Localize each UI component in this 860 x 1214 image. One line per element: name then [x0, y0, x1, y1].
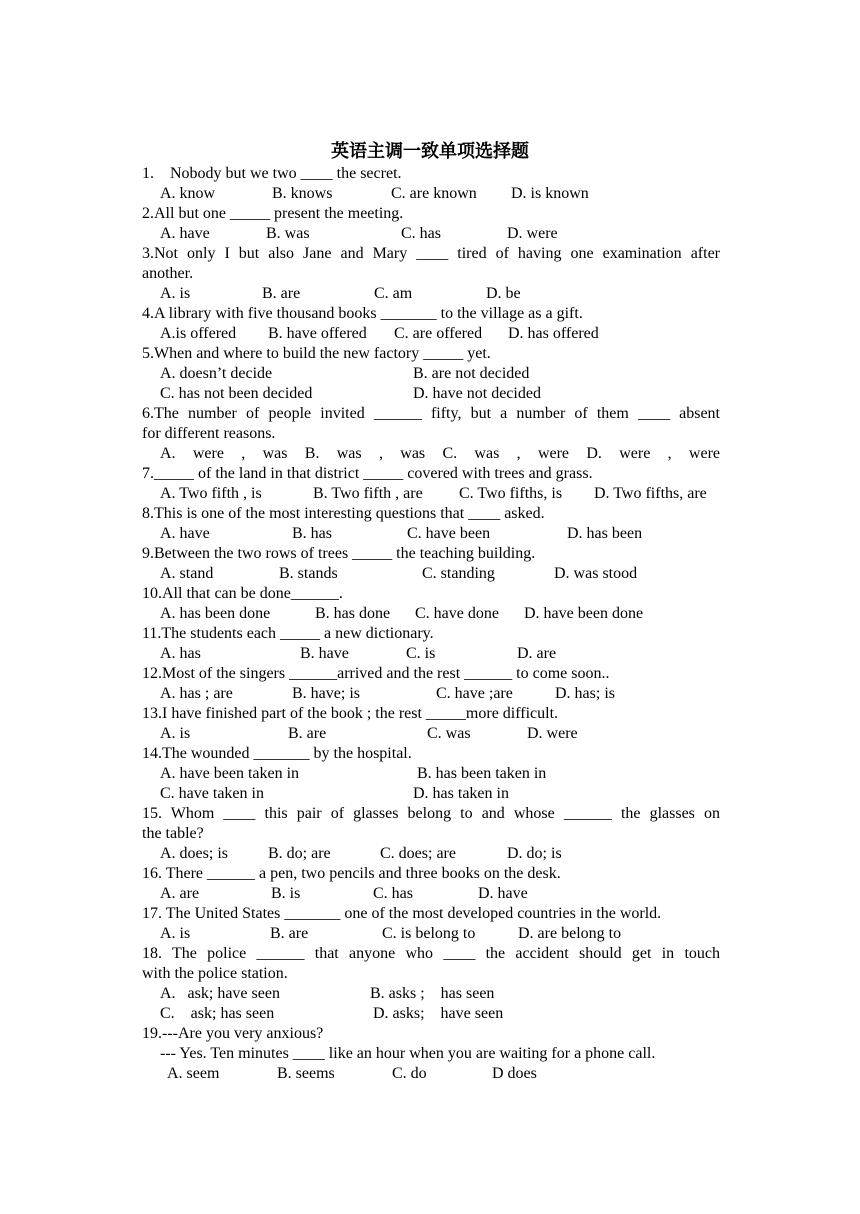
question-3-option-d: D. be [486, 285, 521, 302]
question-10-option-d: D. have been done [524, 605, 644, 622]
question-5-option-a: A. doesn’t decide [160, 365, 273, 382]
question-5-option-c: C. has not been decided [160, 385, 313, 402]
question-2-option-b: B. was [266, 225, 310, 242]
question-11-option-c: C. is [406, 645, 436, 662]
question-18-option-a: A. ask; have seen [160, 985, 280, 1002]
question-1-option-a: A. know [160, 185, 216, 202]
question-12-option-d: D. has; is [555, 685, 615, 702]
question-8-option-d: D. has been [567, 525, 643, 542]
question-4-stem: 4.A library with five thousand books _______ to the village as a gift. [142, 305, 583, 322]
question-8-option-a: A. have [160, 525, 210, 542]
question-2-option-d: D. were [507, 225, 558, 242]
question-13-option-b: B. are [288, 725, 327, 742]
question-19-stem-line1: 19.---Are you very anxious? [142, 1025, 324, 1042]
question-14-option-b: B. has been taken in [417, 765, 547, 782]
question-1-option-c: C. are known [391, 185, 477, 202]
question-19-option-c: C. do [392, 1065, 427, 1082]
question-17-stem: 17. The United States _______ one of the most developed countries in the world. [142, 905, 662, 922]
question-18-stem-line1: 18. The police ______ that anyone who ____ the accident should get in touch [142, 945, 720, 962]
question-4-option-d: D. has offered [508, 325, 599, 342]
question-1-option-d: D. is known [511, 185, 589, 202]
question-19-option-b: B. seems [277, 1065, 335, 1082]
question-2-option-c: C. has [401, 225, 441, 242]
question-8-stem: 8.This is one of the most interesting questions that ____ asked. [142, 505, 545, 522]
question-5-option-d: D. have not decided [413, 385, 541, 402]
question-8-option-c: C. have been [407, 525, 491, 542]
question-11-stem: 11.The students each _____ a new dictionary. [142, 625, 434, 642]
question-13-option-c: C. was [427, 725, 471, 742]
question-15-stem-line2: the table? [142, 825, 204, 842]
question-4-option-a: A.is offered [160, 325, 237, 342]
question-9-option-a: A. stand [160, 565, 214, 582]
question-10-stem: 10.All that can be done______. [142, 585, 343, 602]
question-13-stem: 13.I have finished part of the book ; the rest _____more difficult. [142, 705, 559, 722]
question-6-options: A. were , was B. was , was C. was , were D. were , were [160, 445, 720, 462]
question-17-option-c: C. is belong to [382, 925, 476, 942]
question-9-stem: 9.Between the two rows of trees _____ the teaching building. [142, 545, 536, 562]
question-3-stem-line1: 3.Not only I but also Jane and Mary ____ tired of having one examination after [142, 245, 720, 262]
question-19-option-a: A. seem [167, 1065, 220, 1082]
question-16-option-a: A. are [160, 885, 200, 902]
question-16-option-c: C. has [373, 885, 413, 902]
question-8-option-b: B. has [292, 525, 332, 542]
question-4-option-b: B. have offered [268, 325, 367, 342]
question-12-option-c: C. have ;are [436, 685, 513, 702]
question-17-option-b: B. are [270, 925, 309, 942]
question-18-option-d: D. asks; have seen [373, 1005, 504, 1022]
question-11-option-b: B. have [300, 645, 349, 662]
question-14-option-d: D. has taken in [413, 785, 509, 802]
question-3-option-c: C. am [374, 285, 413, 302]
question-5-option-b: B. are not decided [413, 365, 530, 382]
question-16-option-d: D. have [478, 885, 528, 902]
question-14-stem: 14.The wounded _______ by the hospital. [142, 745, 412, 762]
question-11-option-a: A. has [160, 645, 201, 662]
question-12-option-a: A. has ; are [160, 685, 233, 702]
question-7-option-d: D. Two fifths, are [594, 485, 707, 502]
question-14-option-c: C. have taken in [160, 785, 264, 802]
question-3-option-a: A. is [160, 285, 191, 302]
question-15-stem-line1: 15. Whom ____ this pair of glasses belong to and whose ______ the glasses on [142, 805, 720, 822]
question-17-option-d: D. are belong to [518, 925, 622, 942]
page-title: 英语主调一致单项选择题 [331, 141, 529, 162]
question-1-stem: 1. Nobody but we two ____ the secret. [142, 165, 402, 182]
question-9-option-b: B. stands [279, 565, 338, 582]
question-11-option-d: D. are [517, 645, 557, 662]
question-7-option-a: A. Two fifth , is [160, 485, 262, 502]
question-14-option-a: A. have been taken in [160, 765, 300, 782]
question-7-option-b: B. Two fifth , are [313, 485, 423, 502]
question-15-option-b: B. do; are [268, 845, 331, 862]
question-5-stem: 5.When and where to build the new factory _____ yet. [142, 345, 491, 362]
question-12-option-b: B. have; is [292, 685, 360, 702]
question-10-option-c: C. have done [415, 605, 499, 622]
question-1-option-b: B. knows [272, 185, 333, 202]
question-7-option-c: C. Two fifths, is [459, 485, 563, 502]
question-3-option-b: B. are [262, 285, 301, 302]
question-10-option-b: B. has done [315, 605, 391, 622]
question-15-option-c: C. does; are [380, 845, 456, 862]
question-19-option-d: D does [492, 1065, 537, 1082]
question-17-option-a: A. is [160, 925, 191, 942]
question-13-option-d: D. were [527, 725, 578, 742]
question-12-stem: 12.Most of the singers ______arrived and the rest ______ to come soon.. [142, 665, 610, 682]
question-18-stem-line2: with the police station. [142, 965, 288, 982]
question-6-stem-line2: for different reasons. [142, 425, 276, 442]
question-3-stem-line2: another. [142, 265, 194, 282]
question-15-option-d: D. do; is [507, 845, 562, 862]
question-4-option-c: C. are offered [394, 325, 483, 342]
question-18-option-c: C. ask; has seen [160, 1005, 275, 1022]
question-18-option-b: B. asks ; has seen [370, 985, 495, 1002]
question-9-option-d: D. was stood [554, 565, 638, 582]
question-2-stem: 2.All but one _____ present the meeting. [142, 205, 404, 222]
question-16-option-b: B. is [271, 885, 301, 902]
question-19-stem-line2: --- Yes. Ten minutes ____ like an hour when you are waiting for a phone call. [160, 1045, 656, 1062]
question-13-option-a: A. is [160, 725, 191, 742]
question-6-stem-line1: 6.The number of people invited ______ fifty, but a number of them ____ absent [142, 405, 720, 422]
question-16-stem: 16. There ______ a pen, two pencils and three books on the desk. [142, 865, 561, 882]
question-15-option-a: A. does; is [160, 845, 228, 862]
question-7-stem: 7._____ of the land in that district _____ covered with trees and grass. [142, 465, 593, 482]
question-2-option-a: A. have [160, 225, 210, 242]
question-10-option-a: A. has been done [160, 605, 271, 622]
question-9-option-c: C. standing [422, 565, 495, 582]
